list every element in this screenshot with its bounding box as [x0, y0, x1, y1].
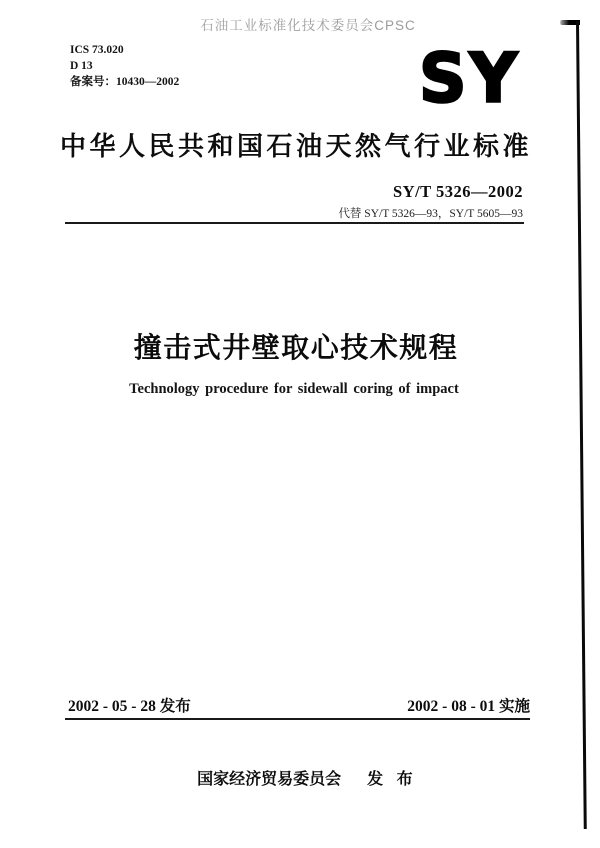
effective-date: 2002 - 08 - 01 实施	[407, 698, 530, 715]
bottom-divider-rule	[65, 718, 530, 720]
classification-code: D 13	[70, 60, 93, 72]
replaces-note: 代替 SY/T 5326—93，SY/T 5605—93	[338, 208, 523, 220]
standard-number-block	[338, 182, 523, 221]
document-title-english: Technology procedure for sidewall coring of impact	[129, 381, 459, 397]
watermark-text: 石油工业标准化技术委员会CPSC	[200, 18, 416, 33]
publish-label: 发 布	[367, 771, 413, 788]
record-number: 备案号：10430—2002	[70, 76, 180, 88]
document-title-chinese: 撞击式井壁取心技术规程	[133, 332, 459, 363]
issuer-name: 国家经济贸易委员会	[197, 771, 342, 788]
sy-standard-logo: SY	[419, 39, 521, 118]
standard-number: SY/T 5326—2002	[392, 182, 523, 201]
dates-row	[68, 694, 530, 716]
issue-date: 2002 - 05 - 28 发布	[68, 698, 191, 715]
meta-block	[70, 42, 179, 90]
top-divider-rule	[65, 222, 524, 224]
standard-category-title: 中华人民共和国石油天然气行业标准	[59, 131, 532, 161]
ics-code: ICS 73.020	[70, 44, 124, 56]
issuer-line	[0, 748, 592, 807]
